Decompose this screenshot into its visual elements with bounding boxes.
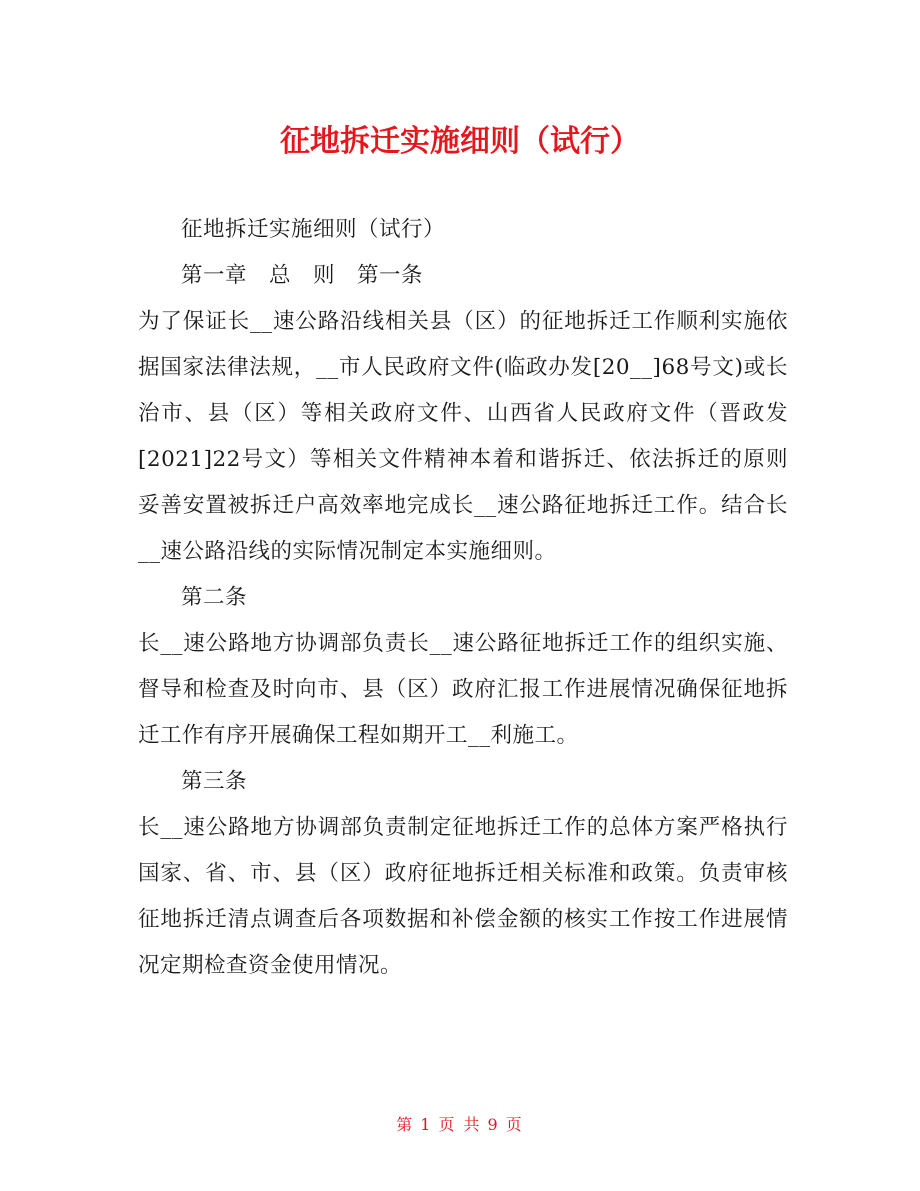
- paragraph: 第三条: [181, 769, 248, 794]
- paragraph: 为了保证长__速公路沿线相关县（区）的征地拆迁工作顺利实施依据国家法律法规，__市人民政府文件(临政办发[20__]68号文)或长治市、县（区）等相关政府文件、山西省人民政府文件（晋政发[2021]22号文）等相关文件精神本着和谐拆迁、依法拆迁的原则妥善安置被拆迁户高效率地完成长__速公路征地拆迁工作。结合长__速公路沿线的实际情况制定本实施细则。: [138, 309, 788, 564]
- page-footer: [0, 1112, 920, 1135]
- paragraph: 第二条: [181, 585, 248, 610]
- document-title: 征地拆迁实施细则（试行）: [280, 124, 640, 159]
- total-pages-number: 9: [487, 1115, 500, 1134]
- paragraph: 长__速公路地方协调部负责长__速公路征地拆迁工作的组织实施、督导和检查及时向市、县（区）政府汇报工作进展情况确保征地拆迁工作有序开展确保工程如期开工__利施工。: [138, 631, 788, 748]
- document-body: [138, 207, 788, 989]
- page-label-prefix: 第: [396, 1115, 415, 1134]
- paragraph: 征地拆迁实施细则（试行）: [181, 217, 446, 242]
- paragraph: 第一章 总 则 第一条: [181, 263, 424, 288]
- page-label-suffix: 页: [505, 1115, 524, 1134]
- current-page-number: 1: [420, 1115, 433, 1134]
- page-label-mid: 页 共: [438, 1115, 482, 1134]
- paragraph: 长__速公路地方协调部负责制定征地拆迁工作的总体方案严格执行国家、省、市、县（区）政府征地拆迁相关标准和政策。负责审核征地拆迁清点调查后各项数据和补偿金额的核实工作按工作进展情况定期检查资金使用情况。: [138, 815, 788, 978]
